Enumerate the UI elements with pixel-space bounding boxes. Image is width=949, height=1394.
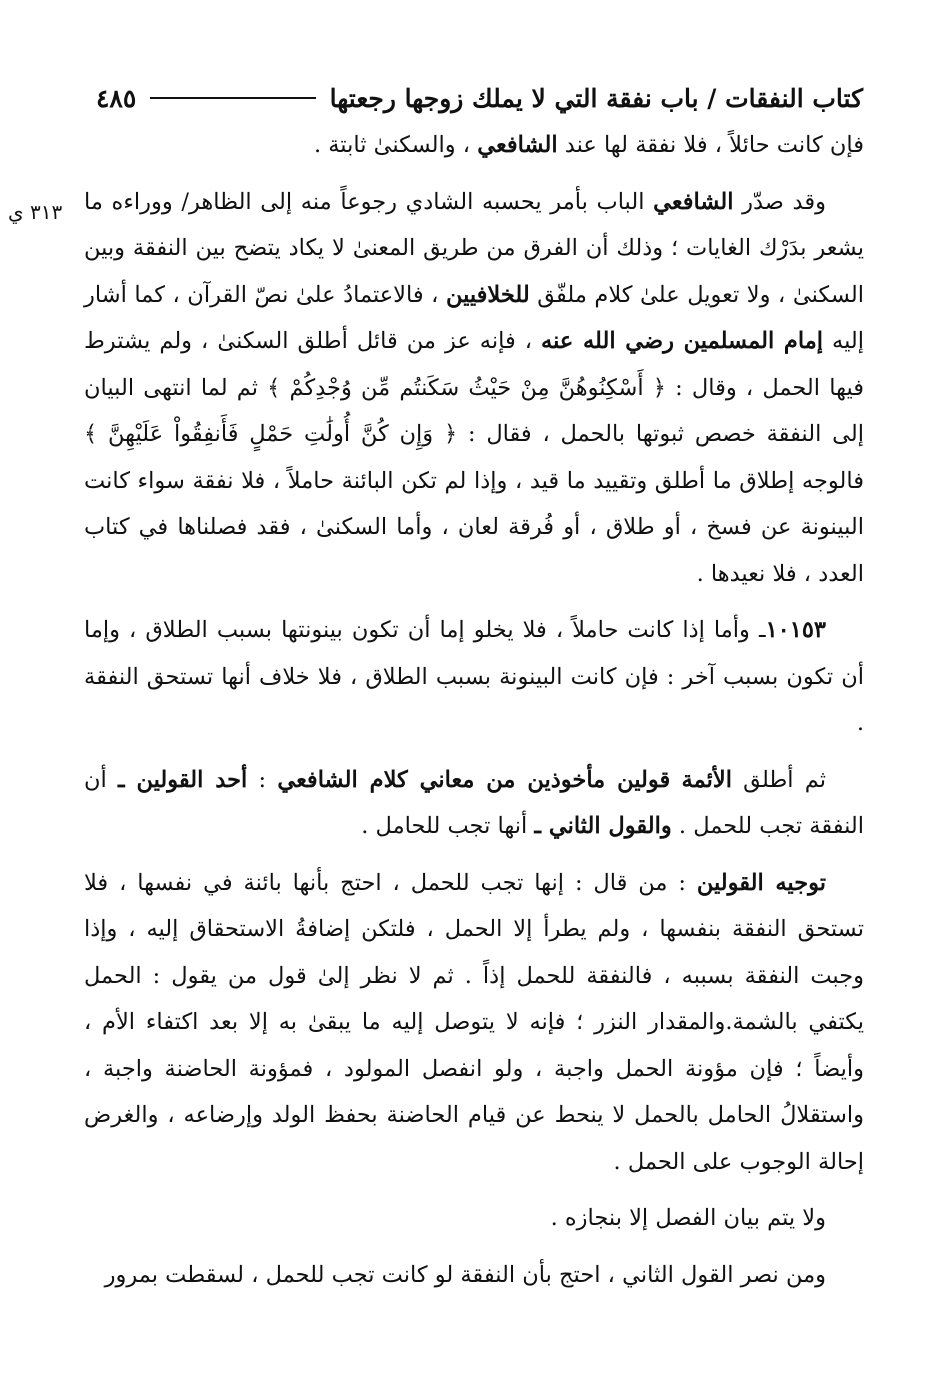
bold-term: والقول الثاني ـ [534,813,672,839]
text-run [670,767,681,793]
paragraph-two-opinions [84,757,864,850]
quran-quote: ﴿ وَإِن كُنَّ أُولَٰتِ حَمْلٍ فَأَنفِقُواْ عَلَيْهِنَّ ﴾ [84,421,458,447]
text-run: ثم لما انتهى البيان إلى النفقة خصص ثبوتها بالحمل ، فقال : [84,374,864,447]
text-run: : من قال : إنها تجب للحمل ، احتج بأنها بائنة في نفسها ، فلا تستحق النفقة بنفسها ، ولم يطرأ إلا الحمل ، فلتكن إضافةُ الاستحقاق إليه ، وإذا وجبت النفقة بسببه ، فالنفقة للحمل إذاً . ثم لا نظر إلىٰ قول من يقول : الحمل يكتفي بالشمة.والمقدار النزر ؛ فإنه لا يتوصل إليه ما يبقىٰ به إلا بعد اكتفاء الأم ، وأيضاً ؛ فإن مؤونة الحمل واجبة ، ولو انفصل المولود ، فمؤونة الحاضنة واجبة ، واستقلالُ الحامل بالحمل لا ينحط عن قيام الحاضنة بحفظ الولد وإرضاعه ، والغرض إحالة الوجوب على الحمل . [84,869,864,1175]
margin-folio-note: ٣١٣ ي [8,200,63,224]
paragraph-continuation [84,122,864,169]
bold-name: الشافعي [653,188,734,215]
text-run: ، فإنه عز من قائل أطلق السكنىٰ ، ولم يشترط فيها الحمل ، وقال : [84,328,864,401]
text-run: ولا يتم بيان الفصل إلا بنجازه . [550,1205,826,1231]
bold-name: الشافعي [477,132,558,158]
bold-name: إمام المسلمين رضي الله عنه [541,328,824,354]
text-run: فالوجه إطلاق ما أطلق وتقييد ما قيد ، وإذا لم تكن البائنة حاملاً ، فلا نفقة سواء كانت البينونة عن فسخ ، أو طلاق ، أو فُرقة لعان ، وأما السكنىٰ ، فقد فصلناها في كتاب العدد ، فلا نعيدها . [84,467,864,587]
text-run: فإن كانت حائلاً ، فلا نفقة لها عند [557,132,864,158]
text-run: أنها تجب للحامل . [361,813,535,839]
paragraph-10153 [84,607,864,747]
header-title: كتاب النفقات / باب نفقة التي لا يملك زوجها رجعتها [329,83,863,113]
text-run: ، فالاعتمادُ علىٰ نصّ القرآن ، كما أشار إليه [84,281,864,354]
text-run: ثم أطلق [731,766,827,793]
bold-term: توجيه القولين [696,869,826,896]
page-body [84,122,864,1298]
running-header [96,78,863,118]
bold-term: للخلافيين [445,281,530,308]
bold-term: الأئمة [681,766,732,793]
paragraph-short [84,1195,864,1242]
paragraph-justification [84,860,864,1186]
paragraph-shafii-heading [84,179,864,598]
text-run: : [247,766,278,793]
page-number: ٤٨٥ [96,83,137,113]
header-rule [150,97,315,99]
text-run: وقد صدّر [733,188,826,215]
text-run: ومن نصر القول الثاني ، احتج بأن النفقة لو كانت تجب للحمل ، لسقطت بمرور [104,1261,826,1288]
text-run: الباب بأمر يحسبه الشادي رجوعاً منه إلى الظاهر/ ووراءه ما يشعر بدَرْك الغايات ؛ وذلك أن الفرق من طريق المعنىٰ لا يكاد يتضح بين النفقة وبين السكنىٰ ، ولا تعويل علىٰ كلام ملفّق [84,188,864,308]
bold-term: أحد القولين ـ [118,766,248,793]
text-run: ، والسكنىٰ ثابتة . [313,132,478,158]
paragraph-second-opinion [84,1252,864,1299]
quran-quote: ﴿ أَسْكِنُوهُنَّ مِنْ حَيْثُ سَكَنتُم مِّن وُجْدِكُمْ ﴾ [267,374,666,401]
bold-term: قولين مأخوذين من معاني كلام الشافعي [277,766,671,793]
section-number: ١٠١٥٣ [765,617,826,643]
text-run: أن النفقة تجب للحمل . [84,766,864,839]
text-run: ـ وأما إذا كانت حاملاً ، فلا يخلو إما أن تكون بينونتها بسبب الطلاق ، وإما أن تكون بسبب آخر : فإن كانت البينونة بسبب الطلاق ، فلا خلاف أنها تستحق النفقة . [84,617,864,736]
